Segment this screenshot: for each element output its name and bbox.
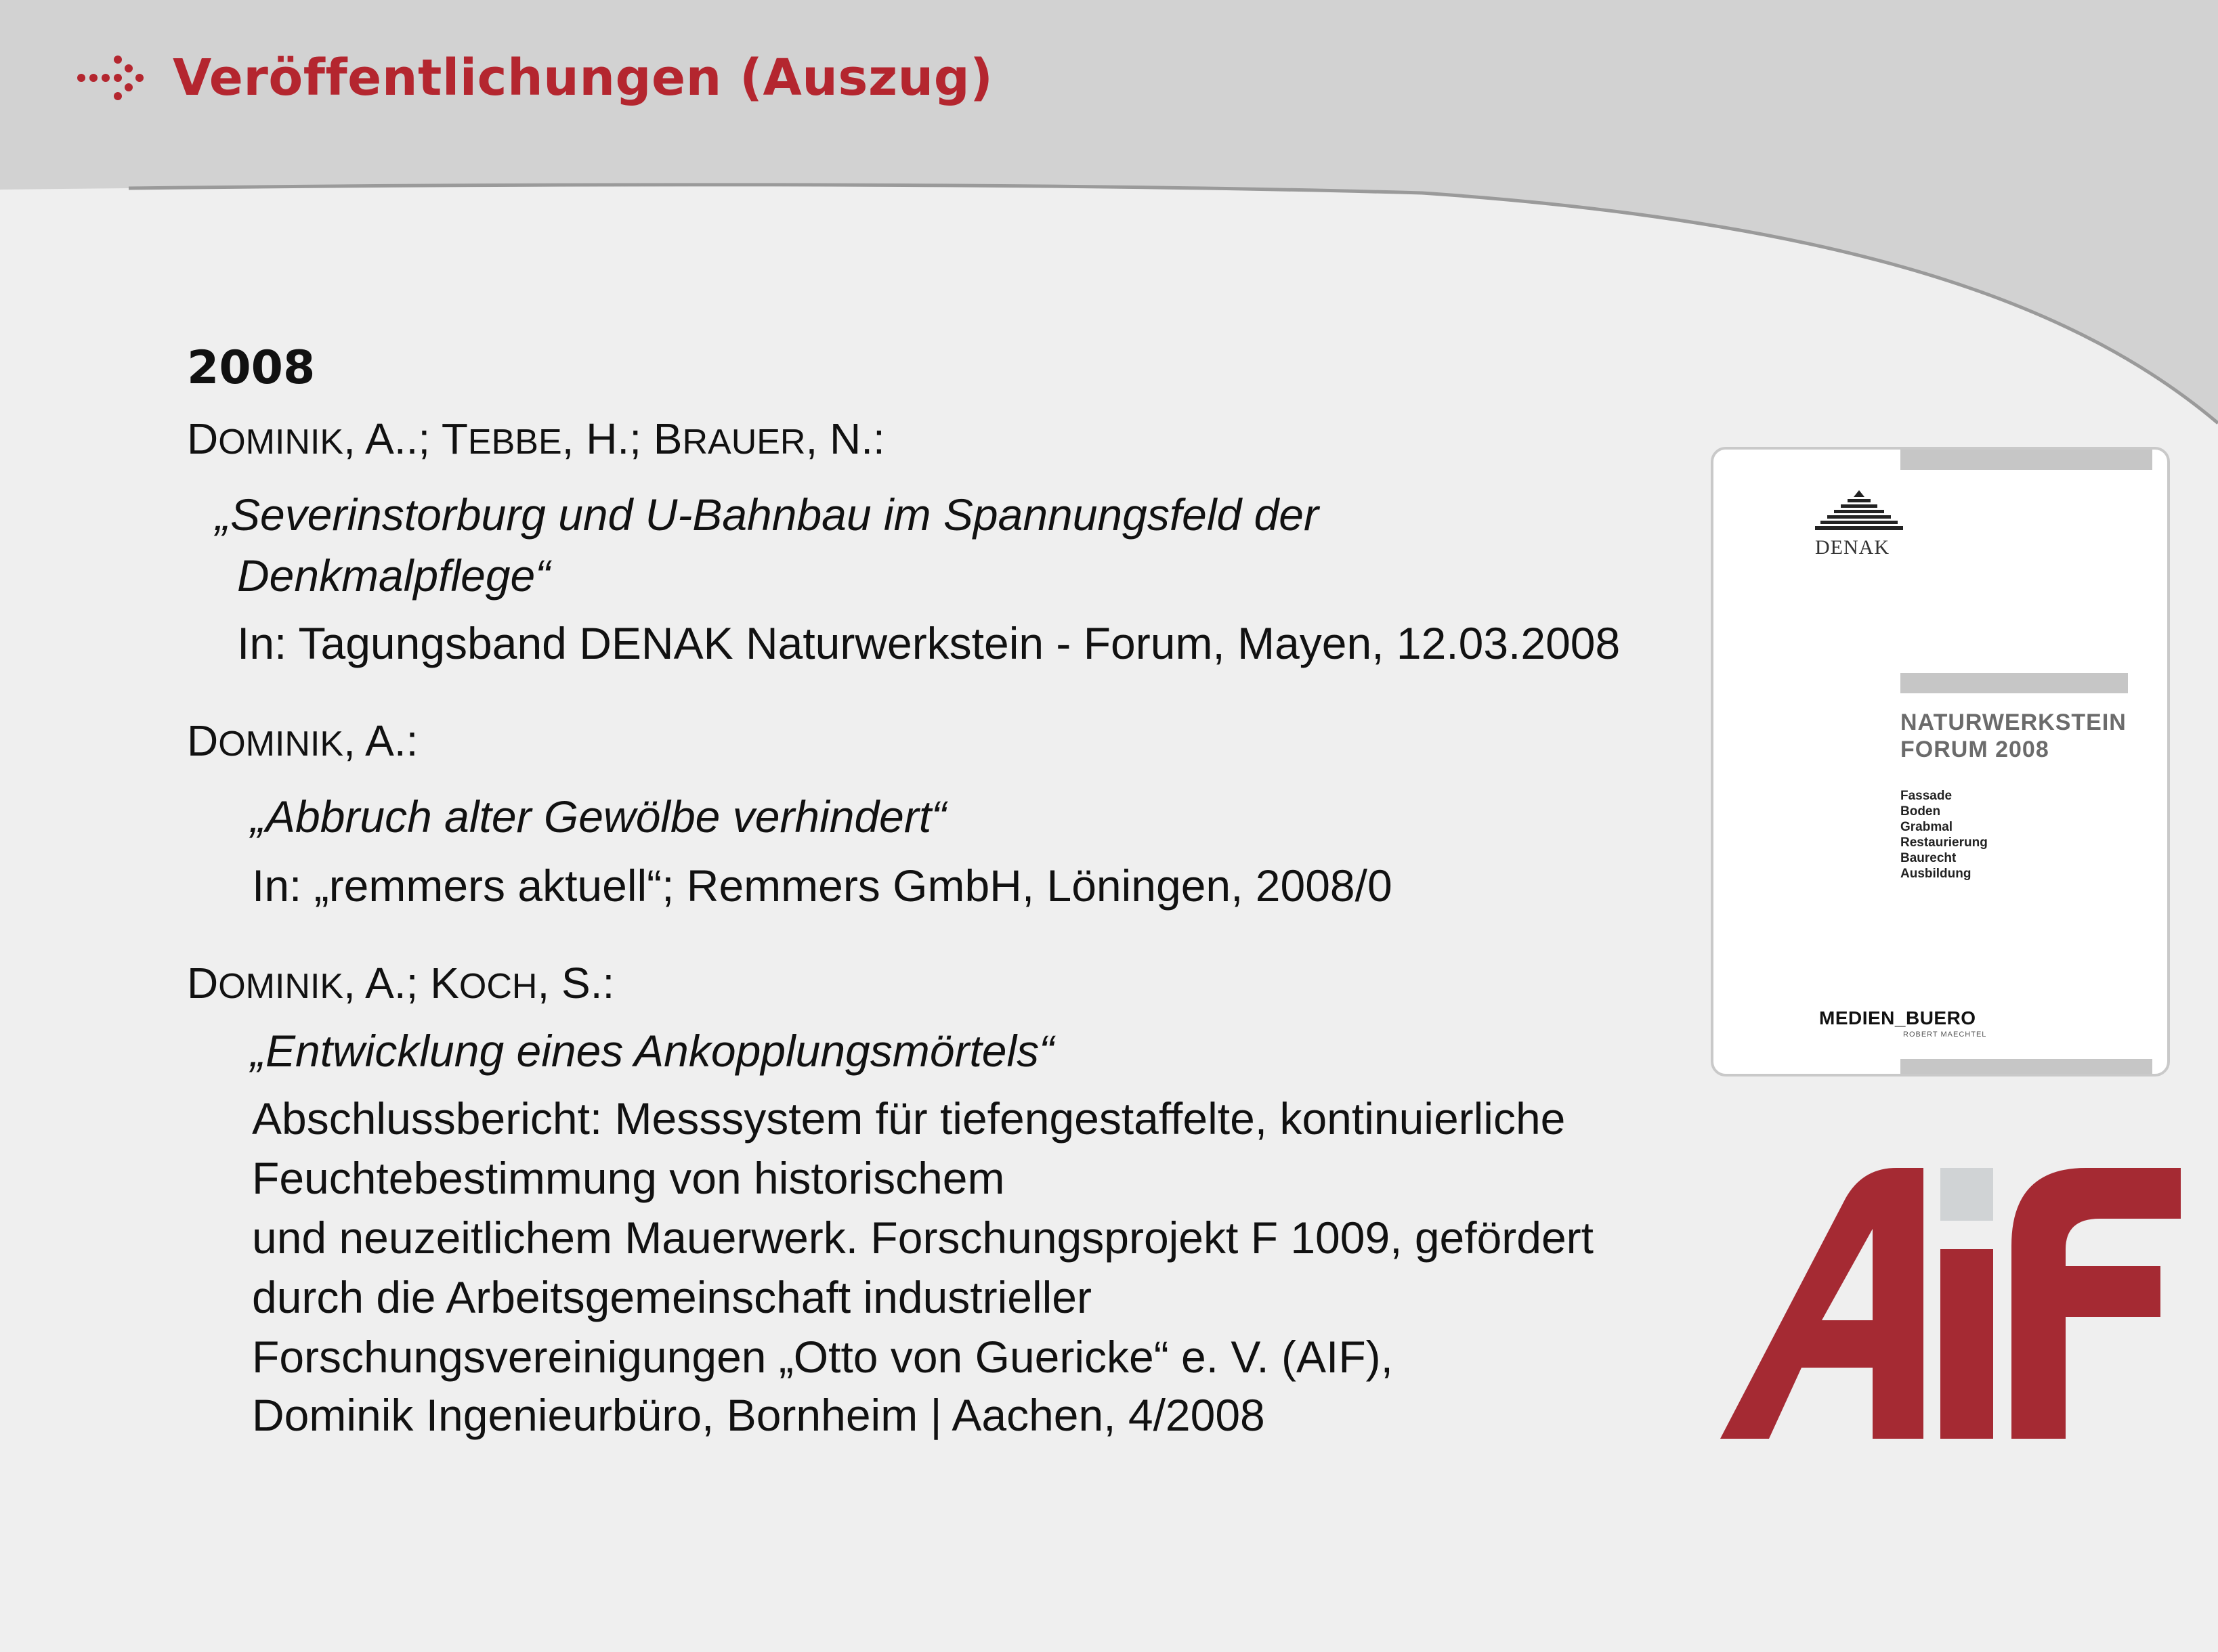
cover-heading-line-1: NATURWERKSTEIN (1900, 710, 2127, 735)
cover-topic: Restaurierung (1900, 835, 1988, 850)
cover-topic-list (1900, 788, 1988, 882)
entry-2-title: „Abbruch alter Gewölbe verhindert“ (251, 791, 947, 842)
entry-3-detail-line: und neuzeitlichem Mauerwerk. Forschungsprojekt F 1009, gefördert (252, 1213, 1594, 1263)
cover-publisher-logo: DENAK (1815, 536, 1890, 559)
header (76, 41, 993, 115)
entry-3-detail-line: durch die Arbeitsgemeinschaft industrieller (252, 1272, 1092, 1322)
entry-2-authors: DOMINIK, A.: (187, 716, 419, 765)
cover-mid-bar (1900, 673, 2128, 693)
entry-3-detail-line: Dominik Ingenieurbüro, Bornheim | Aachen, 4/2008 (252, 1390, 1265, 1440)
cover-topic: Fassade (1900, 789, 1953, 803)
entry-1-source: In: Tagungsband DENAK Naturwerkstein - Forum, Mayen, 12.03.2008 (237, 618, 1621, 668)
cover-topic: Boden (1900, 804, 1941, 819)
cover-topic: Baurecht (1900, 851, 1957, 865)
cover-footer-sub: ROBERT MAECHTEL (1903, 1030, 1987, 1039)
cover-topic: Grabmal (1900, 820, 1953, 834)
cover-heading-line-2: FORUM 2008 (1900, 737, 2049, 762)
page-title: Veröffentlichungen (Auszug) (173, 49, 994, 107)
entry-3-authors: DOMINIK, A.; KOCH, S.: (187, 959, 615, 1007)
entry-1-title-line-2: Denkmalpflege“ (237, 550, 551, 601)
entry-1-authors: DOMINIK, A..; TEBBE, H.; BRAUER, N.: (187, 414, 885, 463)
entry-3-detail-line: Forschungsvereinigungen „Otto von Guericke“ e. V. (AIF), (252, 1332, 1393, 1382)
entry-3-detail-line: Feuchtebestimmung von historischem (252, 1153, 1005, 1203)
entry-3-title: „Entwicklung eines Ankopplungsmörtels“ (251, 1026, 1054, 1076)
entry-1-title-line-1: „Severinstorburg und U-Bahnbau im Spannungsfeld der (215, 490, 1319, 540)
dotted-arrow-icon (76, 47, 147, 108)
cover-top-bar (1900, 450, 2152, 470)
book-cover-image (1711, 447, 2170, 1077)
cover-footer-logo: MEDIEN_BUERO (1819, 1007, 1976, 1028)
cover-bottom-bar (1900, 1059, 2152, 1077)
entry-3-detail-line: Abschlussbericht: Messsystem für tiefengestaffelte, kontinuierliche (252, 1093, 1566, 1144)
entry-2-source: In: „remmers aktuell“; Remmers GmbH, Löningen, 2008/0 (252, 861, 1392, 911)
denak-logo-icon (1815, 490, 1903, 535)
year-heading: 2008 (187, 341, 316, 395)
cover-topic: Ausbildung (1900, 867, 1971, 881)
aif-logo (1720, 1165, 2181, 1442)
